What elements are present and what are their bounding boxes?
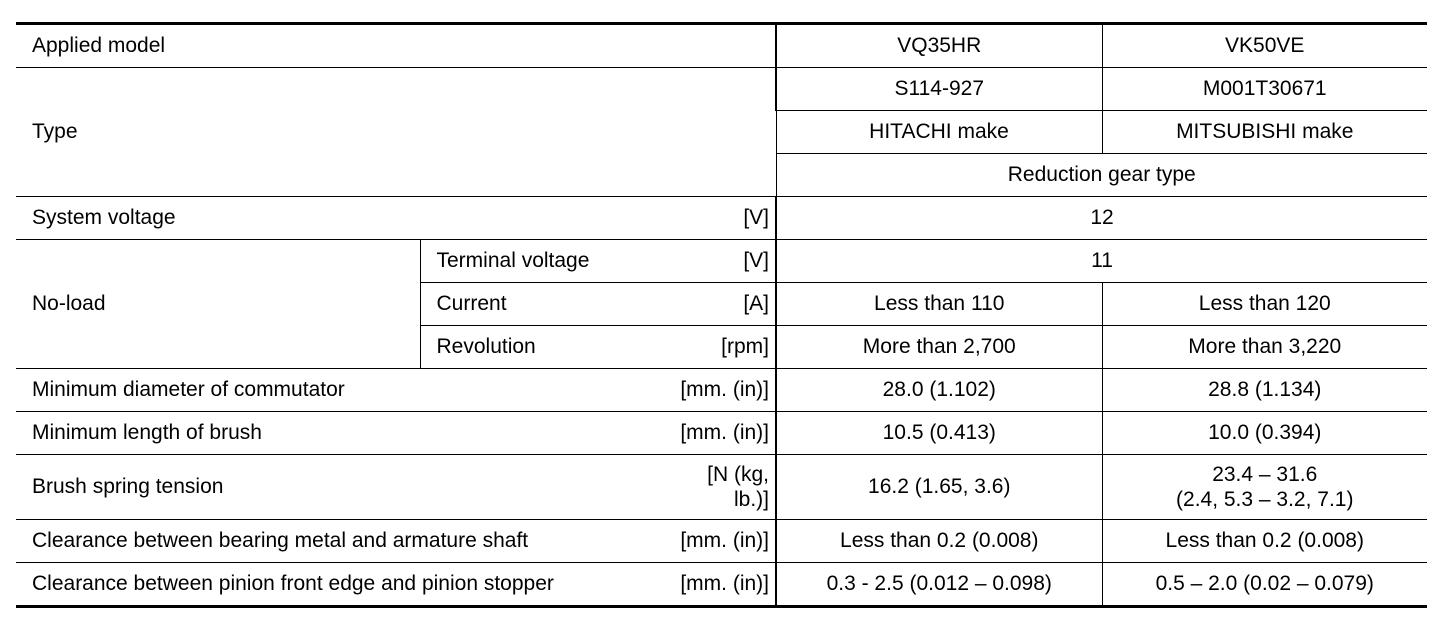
row-min-length-brush xyxy=(16,412,1427,455)
revolution-value-mitsubishi: More than 3,220 xyxy=(1102,326,1427,369)
make-mitsubishi: MITSUBISHI make xyxy=(1102,111,1427,154)
row-type-part-number xyxy=(16,68,1427,111)
brush-spring-cell xyxy=(16,455,776,520)
terminal-voltage-label: Terminal voltage xyxy=(436,249,590,273)
model-vk50ve: VK50VE xyxy=(1102,24,1427,68)
current-unit: [A] xyxy=(743,292,769,316)
gear-type: Reduction gear type xyxy=(776,154,1427,197)
make-hitachi: HITACHI make xyxy=(776,111,1102,154)
min-diameter-unit: [mm. (in)] xyxy=(680,378,769,402)
revolution-cell xyxy=(420,326,776,369)
no-load-label: No-load xyxy=(16,240,420,369)
current-value-mitsubishi: Less than 120 xyxy=(1102,283,1427,326)
clearance-bearing-cell xyxy=(16,520,776,563)
min-length-label: Minimum length of brush xyxy=(32,421,262,445)
brush-spring-label: Brush spring tension xyxy=(32,475,224,499)
clearance-bearing-label: Clearance between bearing metal and armature shaft xyxy=(32,529,529,553)
brush-spring-value-mitsubishi-line1: 23.4 – 31.6 xyxy=(1212,462,1318,486)
min-diameter-value-hitachi: 28.0 (1.102) xyxy=(776,369,1102,412)
terminal-voltage-cell xyxy=(420,240,776,283)
clearance-pinion-value-mitsubishi: 0.5 – 2.0 (0.02 – 0.079) xyxy=(1102,563,1427,607)
min-diameter-value-mitsubishi: 28.8 (1.134) xyxy=(1102,369,1427,412)
current-value-hitachi: Less than 110 xyxy=(776,283,1102,326)
clearance-pinion-value-hitachi: 0.3 - 2.5 (0.012 – 0.098) xyxy=(776,563,1102,607)
clearance-pinion-label: Clearance between pinion front edge and pinion stopper xyxy=(32,572,554,596)
part-number-hitachi: S114-927 xyxy=(776,68,1102,111)
revolution-unit: [rpm] xyxy=(721,335,769,359)
terminal-voltage-value: 11 xyxy=(776,240,1427,283)
part-number-mitsubishi: M001T30671 xyxy=(1102,68,1427,111)
brush-spring-value-hitachi: 16.2 (1.65, 3.6) xyxy=(776,455,1102,520)
clearance-pinion-cell xyxy=(16,563,776,607)
clearance-bearing-value-hitachi: Less than 0.2 (0.008) xyxy=(776,520,1102,563)
revolution-label: Revolution xyxy=(436,335,536,359)
min-diameter-cell xyxy=(16,369,776,412)
system-voltage-unit: [V] xyxy=(743,206,769,230)
row-applied-model xyxy=(16,24,1427,68)
system-voltage-cell xyxy=(16,197,776,240)
starter-spec-table xyxy=(16,22,1427,608)
min-length-unit: [mm. (in)] xyxy=(680,421,769,445)
min-length-value-mitsubishi: 10.0 (0.394) xyxy=(1102,412,1427,455)
brush-spring-value-mitsubishi xyxy=(1102,455,1427,520)
current-label: Current xyxy=(436,292,507,316)
clearance-bearing-value-mitsubishi: Less than 0.2 (0.008) xyxy=(1102,520,1427,563)
revolution-value-hitachi: More than 2,700 xyxy=(776,326,1102,369)
applied-model-label: Applied model xyxy=(16,24,776,68)
clearance-pinion-unit: [mm. (in)] xyxy=(680,572,769,596)
current-cell xyxy=(420,283,776,326)
model-vq35hr: VQ35HR xyxy=(776,24,1102,68)
brush-spring-unit: [N (kg, lb.)] xyxy=(707,462,769,511)
terminal-voltage-unit: [V] xyxy=(743,249,769,273)
system-voltage-label: System voltage xyxy=(32,206,176,230)
clearance-bearing-unit: [mm. (in)] xyxy=(680,529,769,553)
row-clearance-bearing xyxy=(16,520,1427,563)
row-terminal-voltage xyxy=(16,240,1427,283)
min-diameter-label: Minimum diameter of commutator xyxy=(32,378,345,402)
brush-spring-value-mitsubishi-line2: (2.4, 5.3 – 3.2, 7.1) xyxy=(1176,488,1354,511)
system-voltage-value: 12 xyxy=(776,197,1427,240)
min-length-value-hitachi: 10.5 (0.413) xyxy=(776,412,1102,455)
row-clearance-pinion xyxy=(16,563,1427,607)
type-label: Type xyxy=(16,68,776,197)
row-system-voltage xyxy=(16,197,1427,240)
row-brush-spring-tension xyxy=(16,455,1427,520)
row-min-diameter-commutator xyxy=(16,369,1427,412)
min-length-cell xyxy=(16,412,776,455)
